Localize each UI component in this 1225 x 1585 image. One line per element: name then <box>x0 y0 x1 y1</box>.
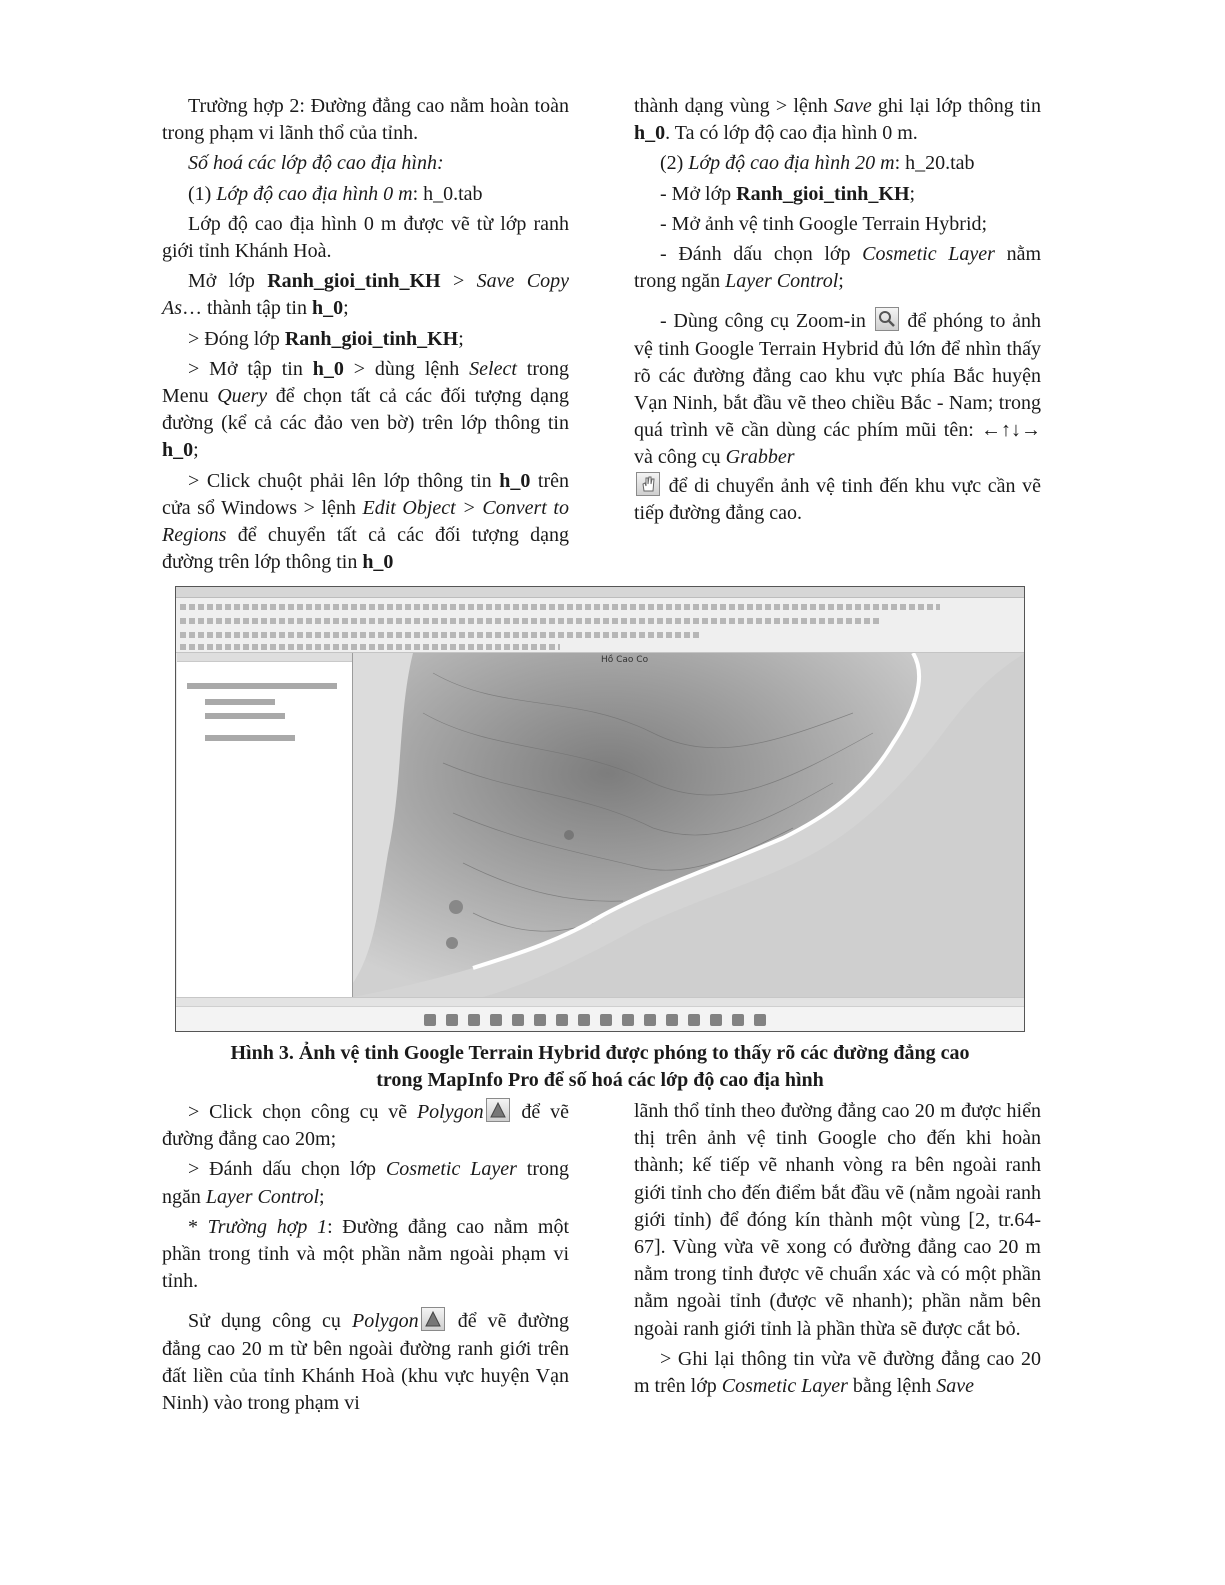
taskbar-app-icon[interactable] <box>490 1014 502 1026</box>
paragraph <box>634 150 1041 177</box>
text: để di chuyển ảnh vệ tinh đến khu vực cần vẽ tiếp đường đẳng cao. <box>634 474 1041 524</box>
paragraph <box>162 93 569 147</box>
taskbar-app-icon[interactable] <box>468 1014 480 1026</box>
text-italic: Cosmetic Layer <box>721 1375 848 1398</box>
text-bold: Ranh_gioi_tinh_KH <box>284 327 459 350</box>
text-italic: Query <box>217 385 268 408</box>
text: ; <box>838 270 844 293</box>
paragraph <box>634 181 1041 208</box>
taskbar-app-icon[interactable] <box>710 1014 722 1026</box>
text-bold: h_0 <box>312 357 344 380</box>
taskbar-app-icon[interactable] <box>556 1014 568 1026</box>
text: (1) <box>188 182 217 205</box>
mapinfo-screenshot-figure <box>175 586 1025 1032</box>
text-bold: Ranh_gioi_tinh_KH <box>267 270 441 293</box>
paragraph <box>634 211 1041 238</box>
text: trên cửa sổ Windows > lệnh <box>162 469 569 519</box>
text: để vẽ đường đẳng cao 20 m từ bên ngoài đường ranh giới trên đất liền của tỉnh Khánh Hoà (khu vực huyện Vạn Ninh) vào trong phạm vi <box>162 1310 570 1415</box>
text: để vẽ đường đẳng cao 20m; <box>162 1101 569 1151</box>
text-italic: Cosmetic Layer <box>862 243 995 266</box>
layer-control-header <box>177 653 352 662</box>
text: - Mở ảnh vệ tinh Google Terrain Hybrid; <box>660 212 988 235</box>
taskbar-app-icon[interactable] <box>600 1014 612 1026</box>
taskbar <box>176 1006 1024 1032</box>
text-italic: Trường hợp 1 <box>207 1215 328 1238</box>
text: > <box>440 270 477 293</box>
text-italic: Save <box>833 95 872 117</box>
text-italic: Select <box>469 357 517 380</box>
paragraph <box>162 1098 569 1153</box>
text-italic: Lớp độ cao địa hình 20 m <box>688 152 895 175</box>
text: * <box>188 1215 208 1238</box>
text-italic: Cosmetic Layer <box>385 1158 517 1181</box>
text-italic: Layer Control <box>725 270 839 293</box>
ribbon-toolbar <box>176 598 1024 653</box>
text-italic: Polygon <box>351 1310 419 1333</box>
text: nằm trong ngăn <box>634 243 1041 293</box>
polygon-tool-icon <box>486 1098 510 1122</box>
text-italic: Layer Control <box>205 1185 320 1208</box>
taskbar-app-icon[interactable] <box>688 1014 700 1026</box>
window-titlebar <box>176 587 1024 598</box>
text-italic: Polygon <box>416 1101 484 1123</box>
map-label: Hồ Cao Co <box>601 655 649 665</box>
toolbar-row <box>180 632 700 638</box>
text: thành dạng vùng > lệnh <box>634 95 834 117</box>
text: > Ghi lại thông tin vừa vẽ đường đẳng cao 20 m trên lớp <box>634 1347 1041 1398</box>
layer-item[interactable] <box>187 683 337 689</box>
text: ghi lại lớp thông tin <box>871 95 1041 117</box>
text-bold: h_0 <box>362 551 394 574</box>
subheading: Số hoá các lớp độ cao địa hình: <box>188 152 444 175</box>
text: ; <box>458 327 464 350</box>
paragraph <box>162 468 569 577</box>
text: > Đóng lớp <box>188 327 285 350</box>
text: ; <box>193 439 199 462</box>
taskbar-app-icon[interactable] <box>666 1014 678 1026</box>
text: … thành tập tin <box>182 297 312 320</box>
taskbar-app-icon[interactable] <box>424 1014 436 1026</box>
column-bottom-right <box>634 1098 1041 1403</box>
taskbar-app-icon[interactable] <box>512 1014 524 1026</box>
paragraph <box>634 1098 1041 1343</box>
taskbar-app-icon[interactable] <box>446 1014 458 1026</box>
status-bar <box>176 997 1024 1006</box>
text: Mở lớp <box>188 270 268 293</box>
text: (2) <box>660 152 689 175</box>
taskbar-app-icon[interactable] <box>534 1014 546 1026</box>
text: Trường hợp 2: Đường đẳng cao nằm hoàn toàn trong phạm vi lãnh thổ của tỉnh. <box>162 95 569 145</box>
text-bold: h_0 <box>162 439 194 462</box>
text: > Click chuột phải lên lớp thông tin <box>188 469 500 492</box>
text: để phóng to ảnh vệ tinh Google Terrain Hybrid đủ lớn để nhìn thấy rõ các đường đẳng cao khu vực phía Bắc huyện Vạn Ninh, bắt đầu vẽ theo chiều Bắc - Nam; trong quá trình vẽ cần dùng các phím mũi tên: ←↑↓→ và công cụ <box>634 310 1042 469</box>
paragraph <box>162 150 569 177</box>
text: trong Menu <box>162 357 570 408</box>
taskbar-app-icon[interactable] <box>578 1014 590 1026</box>
text-italic: Save Copy As <box>162 270 569 320</box>
paragraph <box>162 211 569 265</box>
menu-row <box>180 604 940 610</box>
paragraph <box>162 181 569 208</box>
text: trong ngăn <box>162 1158 569 1208</box>
text-italic: Grabber <box>725 446 795 469</box>
text-italic: Edit Object > Convert to Regions <box>162 496 569 547</box>
paragraph <box>634 1346 1041 1400</box>
taskbar-app-icon[interactable] <box>622 1014 634 1026</box>
text-bold: h_0 <box>311 297 344 320</box>
text: bằng lệnh <box>847 1375 937 1398</box>
text: . Ta có lớp độ cao địa hình 0 m. <box>665 122 918 145</box>
text-italic: Save <box>936 1375 974 1398</box>
paragraph <box>162 268 569 322</box>
paragraph <box>634 93 1041 147</box>
column-bottom-left <box>162 1098 569 1420</box>
text: ; <box>343 297 349 320</box>
paragraph <box>162 326 569 353</box>
text: : h_0.tab <box>412 182 483 205</box>
text: : h_20.tab <box>894 152 975 175</box>
taskbar-app-icon[interactable] <box>732 1014 744 1026</box>
taskbar-app-icon[interactable] <box>754 1014 766 1026</box>
figure-caption <box>150 1040 1050 1094</box>
toolbar-row <box>180 618 880 624</box>
text: - Mở lớp <box>660 182 737 205</box>
text: > Click chọn công cụ vẽ <box>188 1101 417 1123</box>
text-bold: Ranh_gioi_tinh_KH <box>736 182 910 205</box>
paragraph <box>162 1156 569 1210</box>
toolbar-row <box>180 644 560 650</box>
text: để chọn tất cả các đối tượng dạng đường (kể cả các đảo ven bờ) trên lớp thông tin <box>162 385 569 435</box>
caption-line: trong MapInfo Pro để số hoá các lớp độ cao địa hình <box>376 1069 824 1091</box>
terrain-map <box>353 653 1025 997</box>
layer-control-panel <box>177 653 353 997</box>
zoom-in-icon <box>875 307 899 331</box>
paragraph <box>162 1307 569 1417</box>
text: Lớp độ cao địa hình 0 m được vẽ từ lớp ranh giới tỉnh Khánh Hoà. <box>162 212 569 263</box>
caption-line: Hình 3. Ảnh vệ tinh Google Terrain Hybrid được phóng to thấy rõ các đường đẳng cao <box>230 1042 970 1064</box>
text: Sử dụng công cụ <box>188 1310 352 1333</box>
column-top-right <box>634 93 1041 530</box>
paragraph <box>162 1214 569 1296</box>
paragraph <box>634 307 1041 527</box>
text: để chuyển tất cả các đối tượng dạng đường trên lớp thông tin <box>162 524 569 574</box>
text-italic: Lớp độ cao địa hình 0 m <box>216 182 413 205</box>
text: - Dùng công cụ Zoom-in <box>660 310 873 333</box>
text: : Đường đẳng cao nằm một phần trong tỉnh và một phần nằm ngoài phạm vi tỉnh. <box>162 1215 570 1293</box>
text: > Đánh dấu chọn lớp <box>188 1158 386 1181</box>
layer-item[interactable] <box>205 699 275 705</box>
column-top-left <box>162 93 569 579</box>
text-bold: h_0 <box>499 469 531 492</box>
paragraph <box>634 241 1041 295</box>
paragraph <box>162 356 569 465</box>
text: - Đánh dấu chọn lớp <box>660 243 863 266</box>
text: ; <box>909 182 916 205</box>
text-bold: h_0 <box>634 122 666 145</box>
polygon-tool-icon <box>421 1307 445 1331</box>
text: lãnh thổ tỉnh theo đường đẳng cao 20 m được hiển thị trên ảnh vệ tinh Google cho đến khi hoàn thành; kế tiếp vẽ nhanh vòng ra bên ngoài ranh giới tỉnh cho đến điểm bắt đầu vẽ (nằm ngoài ranh giới tỉnh) để đóng kín thành một vùng [2, tr.64-67]. Vùng vừa vẽ xong có đường đẳng cao 20 m nằm trong tỉnh được vẽ chuẩn xác và có một phần nằm ngoài tỉnh (được vẽ nhanh); phần nằm bên ngoài ranh giới tỉnh là phần thừa sẽ được cắt bỏ. <box>634 1100 1041 1340</box>
layer-item[interactable] <box>205 713 285 719</box>
text: ; <box>319 1185 325 1208</box>
text: > dùng lệnh <box>343 357 470 380</box>
layer-item[interactable] <box>205 735 295 741</box>
text: > Mở tập tin <box>188 357 313 380</box>
taskbar-app-icon[interactable] <box>644 1014 656 1026</box>
grabber-hand-icon <box>636 472 660 496</box>
map-window[interactable] <box>353 653 1025 997</box>
